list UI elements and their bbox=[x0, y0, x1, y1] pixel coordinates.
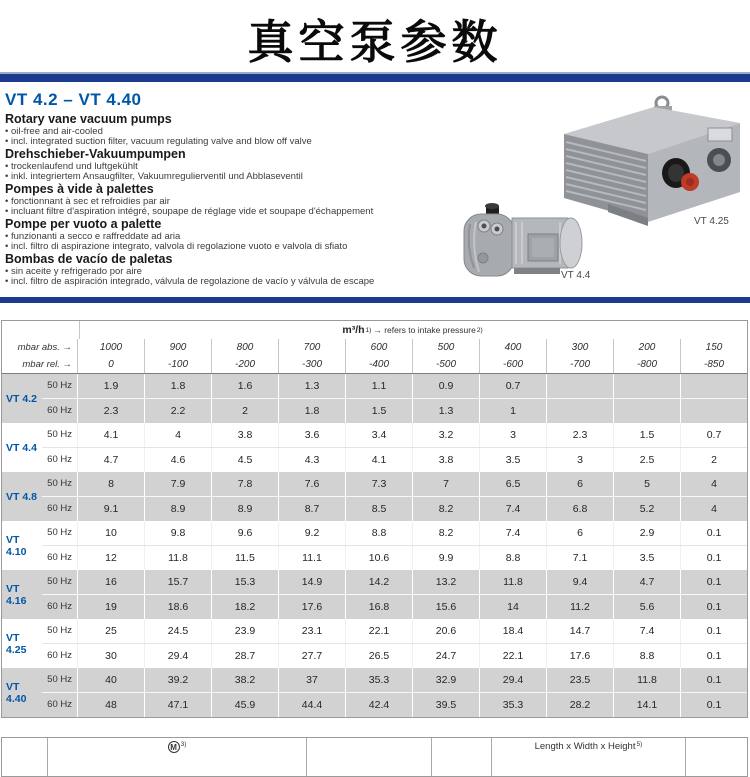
data-cell: 0.1 bbox=[680, 570, 747, 594]
data-cell: 39.2 bbox=[144, 668, 211, 692]
divider-rule-top bbox=[0, 72, 750, 82]
description-block bbox=[5, 113, 457, 147]
data-cell: 14.7 bbox=[546, 619, 613, 643]
data-cell: 4 bbox=[680, 497, 747, 522]
footnote-3: 3) bbox=[180, 741, 187, 748]
hz-label: 60 Hz bbox=[47, 601, 72, 613]
model-group bbox=[2, 570, 747, 619]
data-cell: 22.1 bbox=[345, 619, 412, 643]
mbar-rel-value: -100 bbox=[144, 356, 211, 373]
data-cell: 18.4 bbox=[479, 619, 546, 643]
dims-col-blank1 bbox=[306, 738, 431, 776]
data-cell: 0.1 bbox=[680, 595, 747, 620]
data-cell: 35.3 bbox=[479, 693, 546, 718]
description-heading: Bombas de vacío de paletas bbox=[5, 252, 173, 267]
data-cell: 3.8 bbox=[211, 423, 278, 447]
data-cell: 11.8 bbox=[144, 546, 211, 571]
mbar-rel-value: -700 bbox=[546, 356, 613, 373]
hz-label: 60 Hz bbox=[47, 552, 72, 564]
mbar-abs-value: 800 bbox=[211, 339, 278, 356]
data-cell: 1.3 bbox=[278, 374, 345, 398]
data-cell: 7.1 bbox=[546, 546, 613, 571]
table-row bbox=[42, 693, 747, 718]
data-cell: 13.2 bbox=[412, 570, 479, 594]
data-cell: 9.4 bbox=[546, 570, 613, 594]
hz-label: 50 Hz bbox=[47, 380, 72, 392]
table-row bbox=[42, 619, 747, 644]
mbar-rel-value: -600 bbox=[479, 356, 546, 373]
hz-label: 60 Hz bbox=[47, 699, 72, 711]
data-cell: 11.1 bbox=[278, 546, 345, 571]
data-cell: 23.1 bbox=[278, 619, 345, 643]
mbar-abs-label: mbar abs. → bbox=[17, 342, 72, 353]
description-bullet: • incluant filtre d'aspiration intégré, soupape de réglage vide et soupape d'échappement bbox=[5, 205, 374, 217]
data-cell: 11.8 bbox=[479, 570, 546, 594]
data-cell: 44.4 bbox=[278, 693, 345, 718]
data-cell: 14.1 bbox=[613, 693, 680, 718]
data-cell: 23.9 bbox=[211, 619, 278, 643]
data-cell: 4.1 bbox=[345, 448, 412, 473]
model-rows bbox=[42, 668, 747, 717]
data-cell: 4.1 bbox=[77, 423, 144, 447]
mbar-abs-value: 1000 bbox=[77, 339, 144, 356]
data-cell: 8.8 bbox=[613, 644, 680, 669]
mbar-abs-value: 500 bbox=[412, 339, 479, 356]
table-row bbox=[42, 472, 747, 497]
data-cell: 14.9 bbox=[278, 570, 345, 594]
footnote-2: 2) bbox=[476, 326, 483, 334]
data-cell: 7.4 bbox=[613, 619, 680, 643]
data-cell: 26.5 bbox=[345, 644, 412, 669]
data-cell: 6 bbox=[546, 521, 613, 545]
mbar-abs-value: 300 bbox=[546, 339, 613, 356]
mbar-abs-value: 600 bbox=[345, 339, 412, 356]
page-title: 真空泵参数 bbox=[247, 15, 503, 69]
hz-label: 60 Hz bbox=[47, 503, 72, 515]
data-cell: 6.8 bbox=[546, 497, 613, 522]
data-cell: 45.9 bbox=[211, 693, 278, 718]
hz-label: 50 Hz bbox=[47, 478, 72, 490]
data-cell: 37 bbox=[278, 668, 345, 692]
unit-row bbox=[2, 321, 747, 339]
model-name: VT 4.2 bbox=[6, 392, 37, 405]
model-name: VT 4.8 bbox=[6, 490, 37, 503]
data-cell: 19 bbox=[77, 595, 144, 620]
model-rows bbox=[42, 374, 747, 423]
data-cell: 9.9 bbox=[412, 546, 479, 571]
data-cell: 3.8 bbox=[412, 448, 479, 473]
data-cell: 3.2 bbox=[412, 423, 479, 447]
data-cell: 2.3 bbox=[546, 423, 613, 447]
model-group bbox=[2, 374, 747, 423]
hz-label: 50 Hz bbox=[47, 527, 72, 539]
data-cell: 1.9 bbox=[77, 374, 144, 398]
table-row bbox=[42, 570, 747, 595]
data-cell: 1.8 bbox=[144, 374, 211, 398]
data-cell: 10.6 bbox=[345, 546, 412, 571]
model-group bbox=[2, 668, 747, 717]
data-cell: 8.5 bbox=[345, 497, 412, 522]
mbar-rel-row bbox=[2, 356, 747, 373]
mbar-abs-row bbox=[2, 339, 747, 356]
description-block bbox=[5, 218, 457, 252]
hz-label: 50 Hz bbox=[47, 674, 72, 686]
description-bullet: • sin aceite y refrigerado por aire bbox=[5, 265, 142, 277]
data-cell: 18.2 bbox=[211, 595, 278, 620]
data-cell: 38.2 bbox=[211, 668, 278, 692]
data-cell: 7.3 bbox=[345, 472, 412, 496]
data-cell: 4.7 bbox=[613, 570, 680, 594]
data-cell: 29.4 bbox=[144, 644, 211, 669]
model-group bbox=[2, 423, 747, 472]
table-row bbox=[42, 448, 747, 473]
hz-label: 60 Hz bbox=[47, 405, 72, 417]
mbar-rel-value: 0 bbox=[77, 356, 144, 373]
table-row bbox=[42, 374, 747, 399]
model-rows bbox=[42, 619, 747, 668]
data-cell: 8.9 bbox=[144, 497, 211, 522]
unit-cell bbox=[79, 321, 747, 339]
data-cell: 5.2 bbox=[613, 497, 680, 522]
mbar-rel-label: mbar rel. → bbox=[22, 359, 72, 370]
data-cell: 0.9 bbox=[412, 374, 479, 398]
description-bullet: • incl. filtro de aspiración integrado, válvula de regolazione de vacío y válvula de escape bbox=[5, 276, 375, 288]
pump-label-vt425: VT 4.25 bbox=[694, 216, 729, 227]
capacity-table bbox=[1, 320, 748, 718]
hz-label: 50 Hz bbox=[47, 625, 72, 637]
description-heading: Pompes à vide à palettes bbox=[5, 182, 154, 197]
model-rows bbox=[42, 423, 747, 472]
table-row bbox=[42, 399, 747, 424]
data-cell: 5 bbox=[613, 472, 680, 496]
data-cell: 8 bbox=[77, 472, 144, 496]
data-cell bbox=[680, 399, 747, 424]
table-row bbox=[42, 497, 747, 522]
data-cell: 4.3 bbox=[278, 448, 345, 473]
data-cell: 5.6 bbox=[613, 595, 680, 620]
model-range-heading: VT 4.2 – VT 4.40 bbox=[5, 90, 142, 109]
dims-col-motor bbox=[47, 738, 306, 776]
footnote-1: 1) bbox=[365, 326, 372, 334]
data-cell: 4 bbox=[680, 472, 747, 496]
data-cell: 28.7 bbox=[211, 644, 278, 669]
data-cell: 7 bbox=[412, 472, 479, 496]
mbar-abs-value: 150 bbox=[680, 339, 747, 356]
data-cell: 6 bbox=[546, 472, 613, 496]
hz-label: 60 Hz bbox=[47, 650, 72, 662]
dims-col-blank3 bbox=[685, 738, 747, 776]
data-cell: 4.5 bbox=[211, 448, 278, 473]
data-cell: 40 bbox=[77, 668, 144, 692]
data-cell bbox=[546, 374, 613, 398]
dims-label: Length x Width x Height bbox=[534, 741, 636, 752]
data-cell: 8.2 bbox=[412, 521, 479, 545]
data-cell: 39.5 bbox=[412, 693, 479, 718]
data-cell: 1.5 bbox=[345, 399, 412, 424]
description-heading: Pompe per vuoto a palette bbox=[5, 217, 162, 232]
data-cell: 8.7 bbox=[278, 497, 345, 522]
table-row bbox=[42, 668, 747, 693]
data-cell: 32.9 bbox=[412, 668, 479, 692]
data-cell: 9.2 bbox=[278, 521, 345, 545]
data-cell: 29.4 bbox=[479, 668, 546, 692]
data-cell: 11.2 bbox=[546, 595, 613, 620]
hz-label: 60 Hz bbox=[47, 454, 72, 466]
data-cell: 42.4 bbox=[345, 693, 412, 718]
data-cell: 2 bbox=[680, 448, 747, 473]
data-cell: 3.4 bbox=[345, 423, 412, 447]
description-bullet: • fonctionnant à sec et refroidies par air bbox=[5, 195, 170, 207]
data-cell: 15.3 bbox=[211, 570, 278, 594]
model-rows bbox=[42, 521, 747, 570]
mbar-abs-value: 200 bbox=[613, 339, 680, 356]
description-blocks bbox=[5, 112, 457, 287]
data-cell: 7.6 bbox=[278, 472, 345, 496]
description-bullet: • oil-free and air-cooled bbox=[5, 125, 103, 137]
data-cell: 14 bbox=[479, 595, 546, 620]
model-group bbox=[2, 472, 747, 521]
data-cell: 8.2 bbox=[412, 497, 479, 522]
data-cell: 15.6 bbox=[412, 595, 479, 620]
description-bullet: • trockenlaufend und luftgekühlt bbox=[5, 160, 138, 172]
data-cell: 3.6 bbox=[278, 423, 345, 447]
table-row bbox=[42, 595, 747, 620]
data-cell bbox=[613, 374, 680, 398]
data-cell: 35.3 bbox=[345, 668, 412, 692]
mbar-abs-value: 400 bbox=[479, 339, 546, 356]
data-cell bbox=[613, 399, 680, 424]
description-bullet: • funzionanti a secco e raffreddate ad aria bbox=[5, 230, 181, 242]
data-cell: 1.6 bbox=[211, 374, 278, 398]
mbar-abs-value: 900 bbox=[144, 339, 211, 356]
mbar-rel-value: -400 bbox=[345, 356, 412, 373]
mbar-rel-value: -200 bbox=[211, 356, 278, 373]
data-cell: 4 bbox=[144, 423, 211, 447]
data-cell: 0.1 bbox=[680, 521, 747, 545]
model-name: VT 4.4 bbox=[6, 441, 37, 454]
table-row bbox=[42, 423, 747, 448]
data-cell: 22.1 bbox=[479, 644, 546, 669]
data-cell: 7.9 bbox=[144, 472, 211, 496]
data-cell: 3.5 bbox=[613, 546, 680, 571]
data-cell: 16.8 bbox=[345, 595, 412, 620]
data-cell: 4.6 bbox=[144, 448, 211, 473]
data-cell: 2.9 bbox=[613, 521, 680, 545]
hz-label: 50 Hz bbox=[47, 576, 72, 588]
data-cell: 3.5 bbox=[479, 448, 546, 473]
data-cell: 17.6 bbox=[546, 644, 613, 669]
data-cell: 6.5 bbox=[479, 472, 546, 496]
description-block bbox=[5, 253, 457, 287]
model-name: VT 4.25 bbox=[6, 631, 27, 656]
data-cell: 27.7 bbox=[278, 644, 345, 669]
data-cell: 9.8 bbox=[144, 521, 211, 545]
data-cell: 23.5 bbox=[546, 668, 613, 692]
data-cell bbox=[680, 374, 747, 398]
data-cell: 20.6 bbox=[412, 619, 479, 643]
data-cell: 1.1 bbox=[345, 374, 412, 398]
data-cell: 24.7 bbox=[412, 644, 479, 669]
data-cell: 9.6 bbox=[211, 521, 278, 545]
table-row bbox=[42, 521, 747, 546]
data-cell: 25 bbox=[77, 619, 144, 643]
data-cell: 8.9 bbox=[211, 497, 278, 522]
dims-col-blank2 bbox=[431, 738, 491, 776]
model-rows bbox=[42, 472, 747, 521]
data-cell: 2.5 bbox=[613, 448, 680, 473]
data-cell: 3 bbox=[546, 448, 613, 473]
table-row bbox=[42, 546, 747, 571]
intake-note: → refers to intake pressure bbox=[373, 325, 476, 335]
data-cell: 1.8 bbox=[278, 399, 345, 424]
data-cell: 3 bbox=[479, 423, 546, 447]
mbar-rel-value: -500 bbox=[412, 356, 479, 373]
data-cell: 47.1 bbox=[144, 693, 211, 718]
data-cell: 0.7 bbox=[479, 374, 546, 398]
data-cell: 9.1 bbox=[77, 497, 144, 522]
data-cell: 10 bbox=[77, 521, 144, 545]
data-cell: 4.7 bbox=[77, 448, 144, 473]
data-cell: 0.7 bbox=[680, 423, 747, 447]
pump-label-vt44: VT 4.4 bbox=[561, 270, 591, 281]
description-heading: Rotary vane vacuum pumps bbox=[5, 112, 172, 126]
description-block bbox=[5, 148, 457, 182]
mbar-rel-value: -800 bbox=[613, 356, 680, 373]
divider-rule-mid bbox=[0, 297, 750, 303]
data-cell: 2.3 bbox=[77, 399, 144, 424]
hz-label: 50 Hz bbox=[47, 429, 72, 441]
description-bullet: • incl. filtro di aspirazione integrato, valvola di regolazione vuoto e valvola di sfiato bbox=[5, 241, 348, 253]
data-cell: 0.1 bbox=[680, 693, 747, 718]
data-cell: 2 bbox=[211, 399, 278, 424]
data-cell: 18.6 bbox=[144, 595, 211, 620]
header-abs-values bbox=[77, 339, 747, 356]
description-bullet: • incl. integrated suction filter, vacuum regulating valve and blow off valve bbox=[5, 135, 312, 147]
model-rows bbox=[42, 570, 747, 619]
data-cell: 2.2 bbox=[144, 399, 211, 424]
data-cell: 15.7 bbox=[144, 570, 211, 594]
model-group bbox=[2, 521, 747, 570]
unit-label: m³/h bbox=[342, 324, 365, 336]
table-row bbox=[42, 644, 747, 669]
mbar-abs-value: 700 bbox=[278, 339, 345, 356]
capacity-table-header bbox=[2, 321, 747, 374]
data-cell bbox=[546, 399, 613, 424]
data-cell: 0.1 bbox=[680, 619, 747, 643]
data-cell: 0.1 bbox=[680, 668, 747, 692]
data-cell: 0.1 bbox=[680, 546, 747, 571]
data-cell: 24.5 bbox=[144, 619, 211, 643]
description-heading: Drehschieber-Vakuumpumpen bbox=[5, 147, 186, 162]
header-spacer bbox=[2, 321, 79, 339]
data-cell: 48 bbox=[77, 693, 144, 718]
data-cell: 16 bbox=[77, 570, 144, 594]
data-cell: 30 bbox=[77, 644, 144, 669]
data-cell: 28.2 bbox=[546, 693, 613, 718]
model-name: VT 4.40 bbox=[6, 680, 27, 705]
data-cell: 8.8 bbox=[345, 521, 412, 545]
data-cell: 14.2 bbox=[345, 570, 412, 594]
data-cell: 17.6 bbox=[278, 595, 345, 620]
motor-icon: M bbox=[168, 741, 180, 753]
model-group bbox=[2, 619, 747, 668]
data-cell: 11.8 bbox=[613, 668, 680, 692]
capacity-table-body bbox=[2, 374, 747, 717]
data-cell: 12 bbox=[77, 546, 144, 571]
mbar-rel-value: -300 bbox=[278, 356, 345, 373]
description-bullet: • inkl. integriertem Ansaugfilter, Vakuumregulierventil und Abblaseventil bbox=[5, 170, 303, 182]
mbar-rel-value: -850 bbox=[680, 356, 747, 373]
dims-col-lwh bbox=[491, 738, 685, 776]
dims-col-model bbox=[2, 738, 47, 776]
footnote-5: 5) bbox=[636, 741, 643, 748]
data-cell: 1.3 bbox=[412, 399, 479, 424]
header-rel-values bbox=[77, 356, 747, 373]
model-name: VT 4.16 bbox=[6, 582, 27, 607]
data-cell: 7.8 bbox=[211, 472, 278, 496]
data-cell: 1 bbox=[479, 399, 546, 424]
model-name: VT 4.10 bbox=[6, 533, 27, 558]
data-cell: 11.5 bbox=[211, 546, 278, 571]
description-block bbox=[5, 183, 457, 217]
data-cell: 0.1 bbox=[680, 644, 747, 669]
data-cell: 1.5 bbox=[613, 423, 680, 447]
dimensions-table bbox=[1, 737, 748, 777]
data-cell: 7.4 bbox=[479, 521, 546, 545]
data-cell: 8.8 bbox=[479, 546, 546, 571]
data-cell: 7.4 bbox=[479, 497, 546, 522]
